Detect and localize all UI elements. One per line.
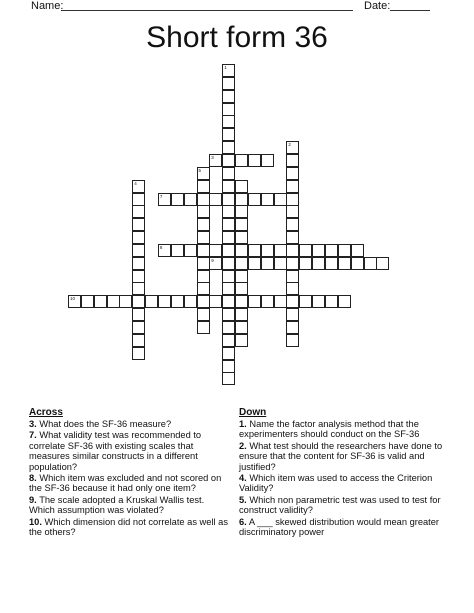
grid-cell[interactable]: [222, 154, 235, 167]
grid-cell[interactable]: [325, 244, 338, 257]
clue-num: 6.: [239, 516, 247, 527]
grid-cell[interactable]: [222, 180, 235, 193]
down-clue: [239, 419, 444, 440]
grid-cell[interactable]: [235, 270, 248, 283]
grid-cell[interactable]: [222, 205, 235, 218]
grid-cell[interactable]: [107, 295, 120, 308]
clue-number: 7: [159, 193, 163, 199]
grid-cell[interactable]: [235, 244, 248, 257]
puzzle-title: Short form 36: [146, 21, 328, 54]
grid-cell[interactable]: [81, 295, 94, 308]
date-label: Date:: [364, 0, 391, 12]
across-clue: [29, 517, 229, 538]
grid-cell[interactable]: [286, 205, 299, 218]
clue-number: 5: [198, 167, 202, 173]
grid-cell[interactable]: [132, 347, 145, 360]
grid-cell[interactable]: [222, 347, 235, 360]
grid-cell[interactable]: [261, 257, 274, 270]
grid-cell[interactable]: [197, 270, 210, 283]
across-clue: [29, 473, 229, 494]
grid-cell[interactable]: [132, 193, 145, 206]
grid-cell[interactable]: [222, 193, 235, 206]
down-clue: [239, 495, 444, 516]
grid-cell[interactable]: [197, 231, 210, 244]
grid-cell[interactable]: [132, 334, 145, 347]
clue-number: 4: [134, 180, 137, 186]
grid-cell[interactable]: [222, 244, 235, 257]
grid-cell[interactable]: [222, 308, 235, 321]
grid-cell[interactable]: [132, 308, 145, 321]
grid-cell[interactable]: [197, 180, 210, 193]
grid-cell[interactable]: [145, 295, 158, 308]
clue-text: A ___ skewed distribution would mean greater discriminatory power: [239, 516, 440, 538]
grid-cell[interactable]: [197, 321, 210, 334]
clue-text: What validity test was recommended to correlate SF-36 with existing scales that measures similar constructs in a different population?: [29, 430, 202, 472]
grid-cell[interactable]: [209, 295, 222, 308]
grid-cell[interactable]: [132, 244, 145, 257]
grid-cell[interactable]: [235, 308, 248, 321]
grid-cell[interactable]: [325, 257, 338, 270]
grid-cell[interactable]: [184, 244, 197, 257]
grid-cell[interactable]: [132, 205, 145, 218]
grid-cell[interactable]: [132, 270, 145, 283]
grid-cell[interactable]: [222, 167, 235, 180]
clue-num: 4.: [239, 473, 247, 484]
down-clue: [239, 441, 444, 472]
grid-cell[interactable]: [248, 154, 261, 167]
name-label: Name:: [31, 0, 64, 12]
grid-cell[interactable]: [286, 321, 299, 334]
grid-cell[interactable]: [248, 257, 261, 270]
grid-cell[interactable]: [197, 308, 210, 321]
clue-number: 10: [70, 296, 76, 302]
grid-cell[interactable]: [222, 334, 235, 347]
grid-cell[interactable]: [286, 218, 299, 231]
clue-num: 3.: [29, 419, 37, 429]
grid-cell[interactable]: [132, 231, 145, 244]
clue-num: 9.: [29, 494, 37, 505]
across-clues: [29, 407, 229, 538]
grid-cell[interactable]: [286, 180, 299, 193]
clue-text: Which dimension did not correlate as well as the others?: [29, 516, 228, 538]
grid-cell[interactable]: [197, 257, 210, 270]
grid-cell[interactable]: [325, 295, 338, 308]
clue-text: Which item was used to access the Criterion Validity?: [239, 473, 433, 494]
grid-cell[interactable]: [286, 193, 299, 206]
grid-cell[interactable]: [197, 205, 210, 218]
grid-cell[interactable]: [261, 154, 274, 167]
grid-cell[interactable]: [235, 231, 248, 244]
grid-cell[interactable]: [235, 180, 248, 193]
grid-cell[interactable]: [248, 295, 261, 308]
grid-cell[interactable]: [286, 244, 299, 257]
grid-cell[interactable]: [248, 193, 261, 206]
grid-cell[interactable]: [286, 231, 299, 244]
grid-cell[interactable]: [222, 64, 235, 77]
grid-cell[interactable]: [119, 295, 132, 308]
across-clue: [29, 419, 229, 429]
clue-number: 3: [211, 154, 214, 160]
grid-cell[interactable]: [222, 115, 235, 128]
clue-num: 5.: [239, 494, 247, 505]
grid-cell[interactable]: [209, 257, 222, 270]
grid-cell[interactable]: [222, 103, 235, 116]
grid-cell[interactable]: [351, 244, 364, 257]
grid-cell[interactable]: [338, 257, 351, 270]
grid-cell[interactable]: [312, 244, 325, 257]
clue-number: 9: [211, 257, 214, 263]
clue-number: 1: [224, 65, 227, 70]
grid-cell[interactable]: [299, 295, 312, 308]
down-clue: [239, 517, 444, 538]
grid-cell[interactable]: [132, 257, 145, 270]
grid-cell[interactable]: [68, 295, 81, 308]
clue-text: Which non parametric test was used to test for construct validity?: [239, 494, 441, 516]
grid-cell[interactable]: [197, 244, 210, 257]
grid-cell[interactable]: [222, 231, 235, 244]
grid-cell[interactable]: [94, 295, 107, 308]
grid-cell[interactable]: [312, 257, 325, 270]
across-clue: [29, 495, 229, 516]
grid-cell[interactable]: [274, 257, 287, 270]
grid-cell[interactable]: [158, 295, 171, 308]
grid-cell[interactable]: [184, 295, 197, 308]
grid-cell[interactable]: [158, 193, 171, 206]
grid-cell[interactable]: [261, 244, 274, 257]
grid-cell[interactable]: [209, 154, 222, 167]
grid-cell[interactable]: [222, 218, 235, 231]
clue-text: Which item was excluded and not scored on the SF-36 because it had only one item?: [29, 473, 222, 494]
grid-cell[interactable]: [376, 257, 389, 270]
grid-cell[interactable]: [132, 180, 145, 193]
grid-cell[interactable]: [222, 141, 235, 154]
grid-cell[interactable]: [222, 128, 235, 141]
clue-number: 8: [159, 244, 163, 250]
grid-cell[interactable]: [286, 167, 299, 180]
grid-cell[interactable]: [261, 295, 274, 308]
grid-cell[interactable]: [222, 77, 235, 90]
across-clue: [29, 430, 229, 472]
clue-text: What test should the researchers have done to ensure that the content for SF-36 is valid and justified?: [239, 440, 443, 472]
grid-cell[interactable]: [351, 257, 364, 270]
grid-cell[interactable]: [222, 295, 235, 308]
grid-cell[interactable]: [222, 90, 235, 103]
grid-cell[interactable]: [235, 193, 248, 206]
grid-cell[interactable]: [299, 244, 312, 257]
grid-cell[interactable]: [222, 257, 235, 270]
grid-cell[interactable]: [286, 141, 299, 154]
grid-cell[interactable]: [286, 154, 299, 167]
clue-text: Name the factor analysis method that the experimenters should conduct on the SF-36: [239, 419, 420, 440]
grid-cell[interactable]: [286, 270, 299, 283]
grid-cell[interactable]: [222, 360, 235, 373]
grid-cell[interactable]: [222, 372, 235, 385]
grid-cell[interactable]: [235, 218, 248, 231]
grid-cell[interactable]: [235, 321, 248, 334]
grid-cell[interactable]: [286, 282, 299, 295]
grid-cell[interactable]: [158, 244, 171, 257]
grid-cell[interactable]: [286, 308, 299, 321]
across-heading: Across: [29, 407, 63, 418]
grid-cell[interactable]: [222, 321, 235, 334]
clue-text: What does the SF-36 measure?: [39, 419, 172, 429]
clue-num: 2.: [239, 440, 247, 451]
down-heading: Down: [239, 407, 267, 418]
grid-cell[interactable]: [274, 295, 287, 308]
grid-cell[interactable]: [222, 282, 235, 295]
grid-cell[interactable]: [299, 257, 312, 270]
grid-cell[interactable]: [222, 270, 235, 283]
grid-cell[interactable]: [274, 244, 287, 257]
grid-cell[interactable]: [338, 295, 351, 308]
grid-cell[interactable]: [171, 295, 184, 308]
clue-num: 8.: [29, 473, 37, 484]
clue-num: 1.: [239, 419, 247, 429]
grid-cell[interactable]: [286, 257, 299, 270]
clue-num: 7.: [29, 430, 37, 441]
down-clue: [239, 473, 444, 494]
down-clues: [239, 407, 444, 538]
grid-cell[interactable]: [197, 282, 210, 295]
grid-cell[interactable]: [248, 244, 261, 257]
grid-cell[interactable]: [197, 193, 210, 206]
grid-cell[interactable]: [197, 295, 210, 308]
grid-cell[interactable]: [171, 244, 184, 257]
grid-cell[interactable]: [235, 282, 248, 295]
grid-cell[interactable]: [132, 321, 145, 334]
grid-cell[interactable]: [235, 154, 248, 167]
clue-num: 10.: [29, 516, 42, 527]
clue-number: 2: [288, 142, 291, 148]
grid-cell[interactable]: [132, 282, 145, 295]
grid-cell[interactable]: [132, 295, 145, 308]
grid-cell[interactable]: [197, 218, 210, 231]
grid-cell[interactable]: [364, 257, 377, 270]
grid-cell[interactable]: [209, 193, 222, 206]
grid-cell[interactable]: [184, 193, 197, 206]
grid-cell[interactable]: [171, 193, 184, 206]
grid-cell[interactable]: [235, 334, 248, 347]
grid-cell[interactable]: [235, 295, 248, 308]
clue-text: The scale adopted a Kruskal Wallis test. Which assumption was violated?: [29, 494, 205, 516]
grid-cell[interactable]: [286, 295, 299, 308]
grid-cell[interactable]: [197, 167, 210, 180]
grid-cell[interactable]: [286, 334, 299, 347]
grid-cell[interactable]: [235, 205, 248, 218]
grid-cell[interactable]: [312, 295, 325, 308]
grid-cell[interactable]: [261, 193, 274, 206]
grid-cell[interactable]: [209, 244, 222, 257]
grid-cell[interactable]: [274, 193, 287, 206]
grid-cell[interactable]: [132, 218, 145, 231]
grid-cell[interactable]: [235, 257, 248, 270]
grid-cell[interactable]: [338, 244, 351, 257]
